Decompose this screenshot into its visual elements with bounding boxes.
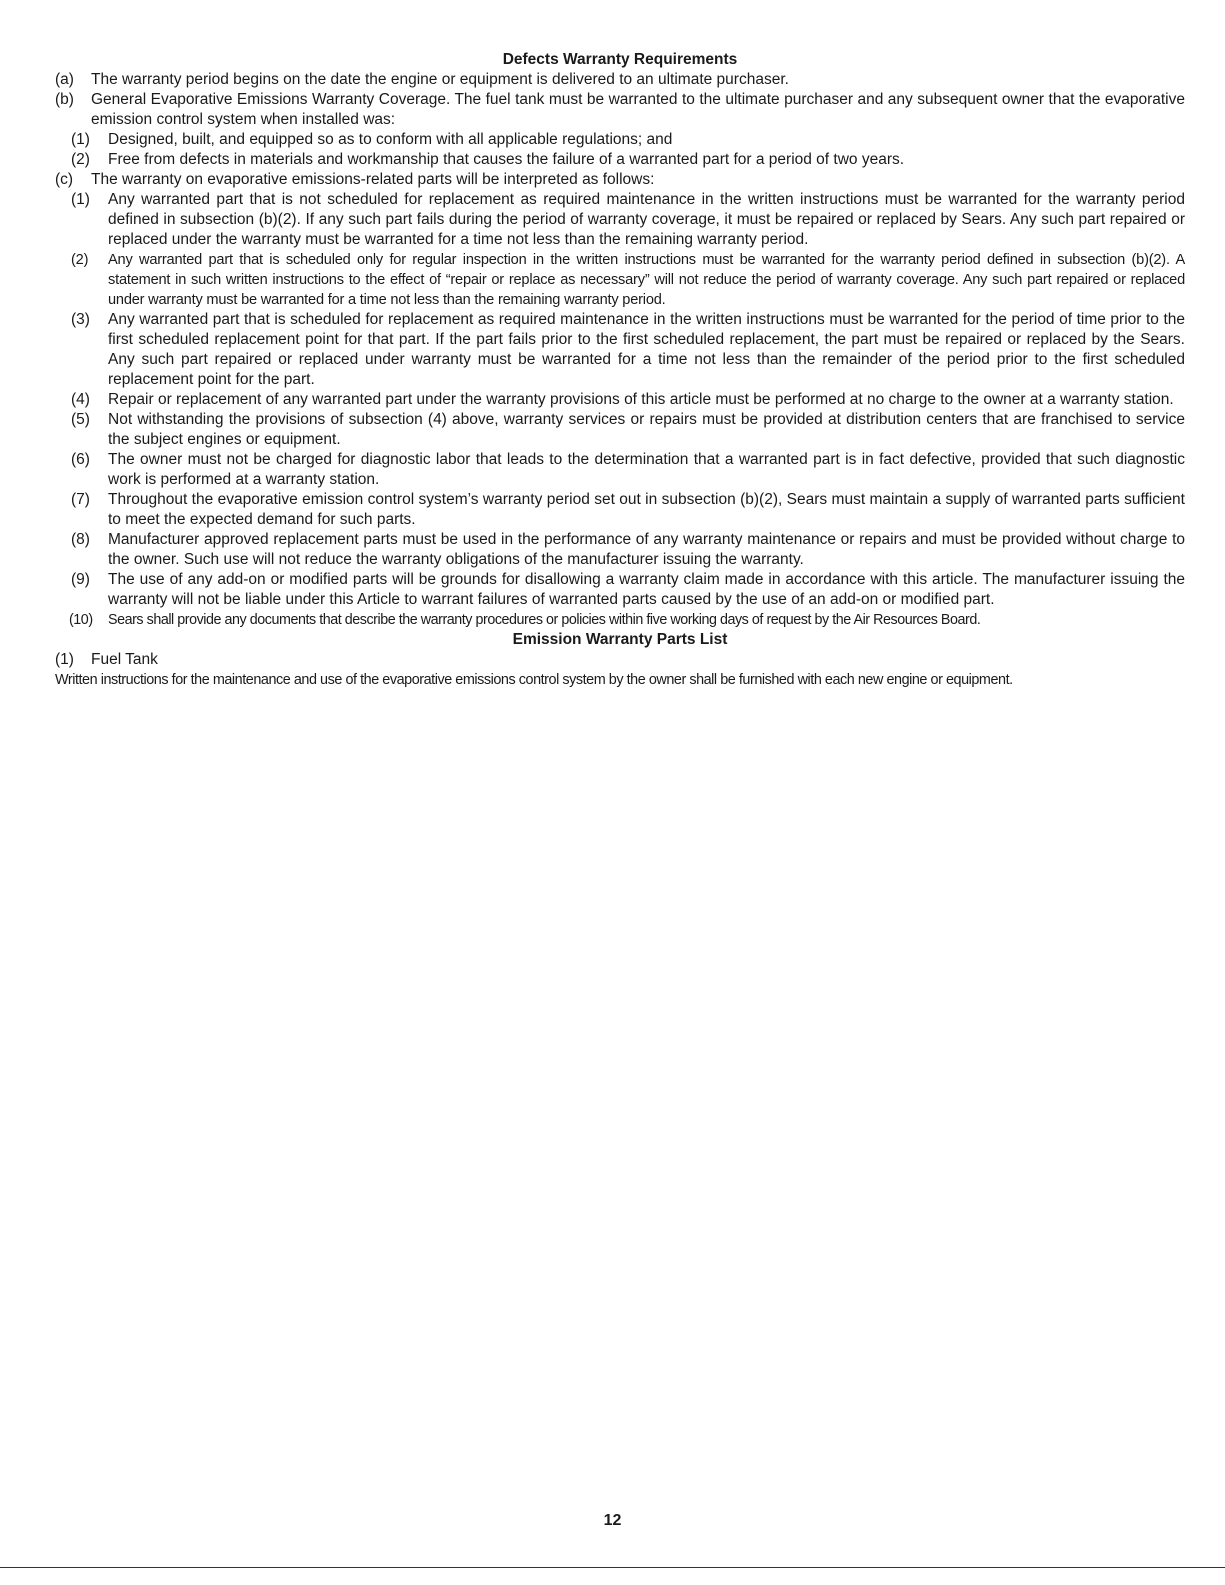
- item-label: (1): [71, 131, 90, 148]
- item-b: [55, 90, 1185, 130]
- item-c9: [55, 570, 1185, 610]
- item-label: (4): [71, 391, 90, 408]
- item-c6: [55, 450, 1185, 490]
- item-text: Repair or replacement of any warranted part under the warranty provisions of this article must be performed at no charge to the owner at a warranty station.: [108, 391, 1174, 408]
- item-text: Not withstanding the provisions of subsection (4) above, warranty services or repairs must be provided at distribution centers that are franchised to service the subject engines or equipment.: [108, 411, 1185, 448]
- item-label: (9): [71, 571, 90, 588]
- item-label: (1): [55, 651, 74, 668]
- item-b2: [55, 150, 1185, 170]
- item-label: (1): [71, 191, 90, 208]
- item-label: (2): [71, 151, 90, 168]
- item-b1: [55, 130, 1185, 150]
- item-label: (8): [71, 531, 90, 548]
- item-c1: [55, 190, 1185, 250]
- defects-warranty-heading: Defects Warranty Requirements: [502, 51, 738, 68]
- item-text: Fuel Tank: [91, 651, 158, 668]
- item-label: (2): [71, 252, 89, 268]
- item-c: [55, 170, 1185, 190]
- parts-list-item: [55, 650, 1185, 670]
- item-c8: [55, 530, 1185, 570]
- item-label: (10): [69, 612, 93, 628]
- item-a: [55, 70, 1185, 90]
- item-c10: [55, 610, 1185, 630]
- bottom-divider: [0, 1567, 1225, 1568]
- item-label: (a): [55, 71, 74, 88]
- document-body: [55, 50, 1185, 690]
- item-c7: [55, 490, 1185, 530]
- item-label: (3): [71, 311, 90, 328]
- item-text: Any warranted part that is scheduled only for regular inspection in the written instructions must be warranted for the warranty period defined in subsection (b)(2). A statement in such written instructions to the effect of “repair or replace as necessary” will not reduce the period of warranty coverage. Any such part repaired or replaced under warranty must be warranted for a time not less than the remaining warranty period.: [108, 252, 1185, 308]
- item-text: General Evaporative Emissions Warranty Coverage. The fuel tank must be warranted to the ultimate purchaser and any subsequent owner that the evaporative emission control system when installed was:: [91, 91, 1185, 128]
- parts-list-heading: Emission Warranty Parts List: [512, 631, 728, 648]
- item-label: (6): [71, 451, 90, 468]
- item-text: Throughout the evaporative emission control system’s warranty period set out in subsection (b)(2), Sears must maintain a supply of warranted parts sufficient to meet the expected demand for such parts.: [108, 491, 1185, 528]
- item-text: Sears shall provide any documents that describe the warranty procedures or policies within five working days of request by the Air Resources Board.: [108, 612, 981, 628]
- closing-statement: Written instructions for the maintenance and use of the evaporative emissions control system by the owner shall be furnished with each new engine or equipment.: [55, 672, 1013, 688]
- item-text: The use of any add-on or modified parts will be grounds for disallowing a warranty claim made in accordance with this article. The manufacturer issuing the warranty will not be liable under this Article to warrant failures of warranted parts caused by the use of an add-on or modified part.: [108, 571, 1185, 608]
- item-text: The warranty period begins on the date the engine or equipment is delivered to an ultimate purchaser.: [91, 71, 789, 88]
- item-label: (c): [55, 171, 74, 188]
- page-number: 12: [603, 1512, 622, 1529]
- item-label: (7): [71, 491, 90, 508]
- item-text: Any warranted part that is not scheduled for replacement as required maintenance in the written instructions must be warranted for the warranty period defined in subsection (b)(2). If any such part fails during the period of warranty coverage, it must be repaired or replaced by Sears. Any such part repaired or replaced under the warranty must be warranted for a time not less than the remaining warranty period.: [108, 191, 1185, 248]
- item-text: Any warranted part that is scheduled for replacement as required maintenance in the written instructions must be warranted for the period of time prior to the first scheduled replacement point for that part. If the part fails prior to the first scheduled replacement, the part must be repaired or replaced by the Sears. Any such part repaired or replaced under warranty must be warranted for a time not less than the remainder of the period prior to the first scheduled replacement point for the part.: [108, 311, 1185, 388]
- item-text: The warranty on evaporative emissions-related parts will be interpreted as follows:: [91, 171, 655, 188]
- item-c2: [55, 250, 1185, 310]
- item-text: Designed, built, and equipped so as to conform with all applicable regulations; and: [108, 131, 673, 148]
- item-c4: [55, 390, 1185, 410]
- item-c5: [55, 410, 1185, 450]
- item-c3: [55, 310, 1185, 390]
- item-text: The owner must not be charged for diagnostic labor that leads to the determination that a warranted part is in fact defective, provided that such diagnostic work is performed at a warranty station.: [108, 451, 1185, 488]
- item-text: Free from defects in materials and workmanship that causes the failure of a warranted part for a period of two years.: [108, 151, 905, 168]
- item-text: Manufacturer approved replacement parts must be used in the performance of any warranty maintenance or repairs and must be provided without charge to the owner. Such use will not reduce the warranty obligations of the manufacturer issuing the warranty.: [108, 531, 1185, 568]
- item-label: (b): [55, 91, 74, 108]
- item-label: (5): [71, 411, 90, 428]
